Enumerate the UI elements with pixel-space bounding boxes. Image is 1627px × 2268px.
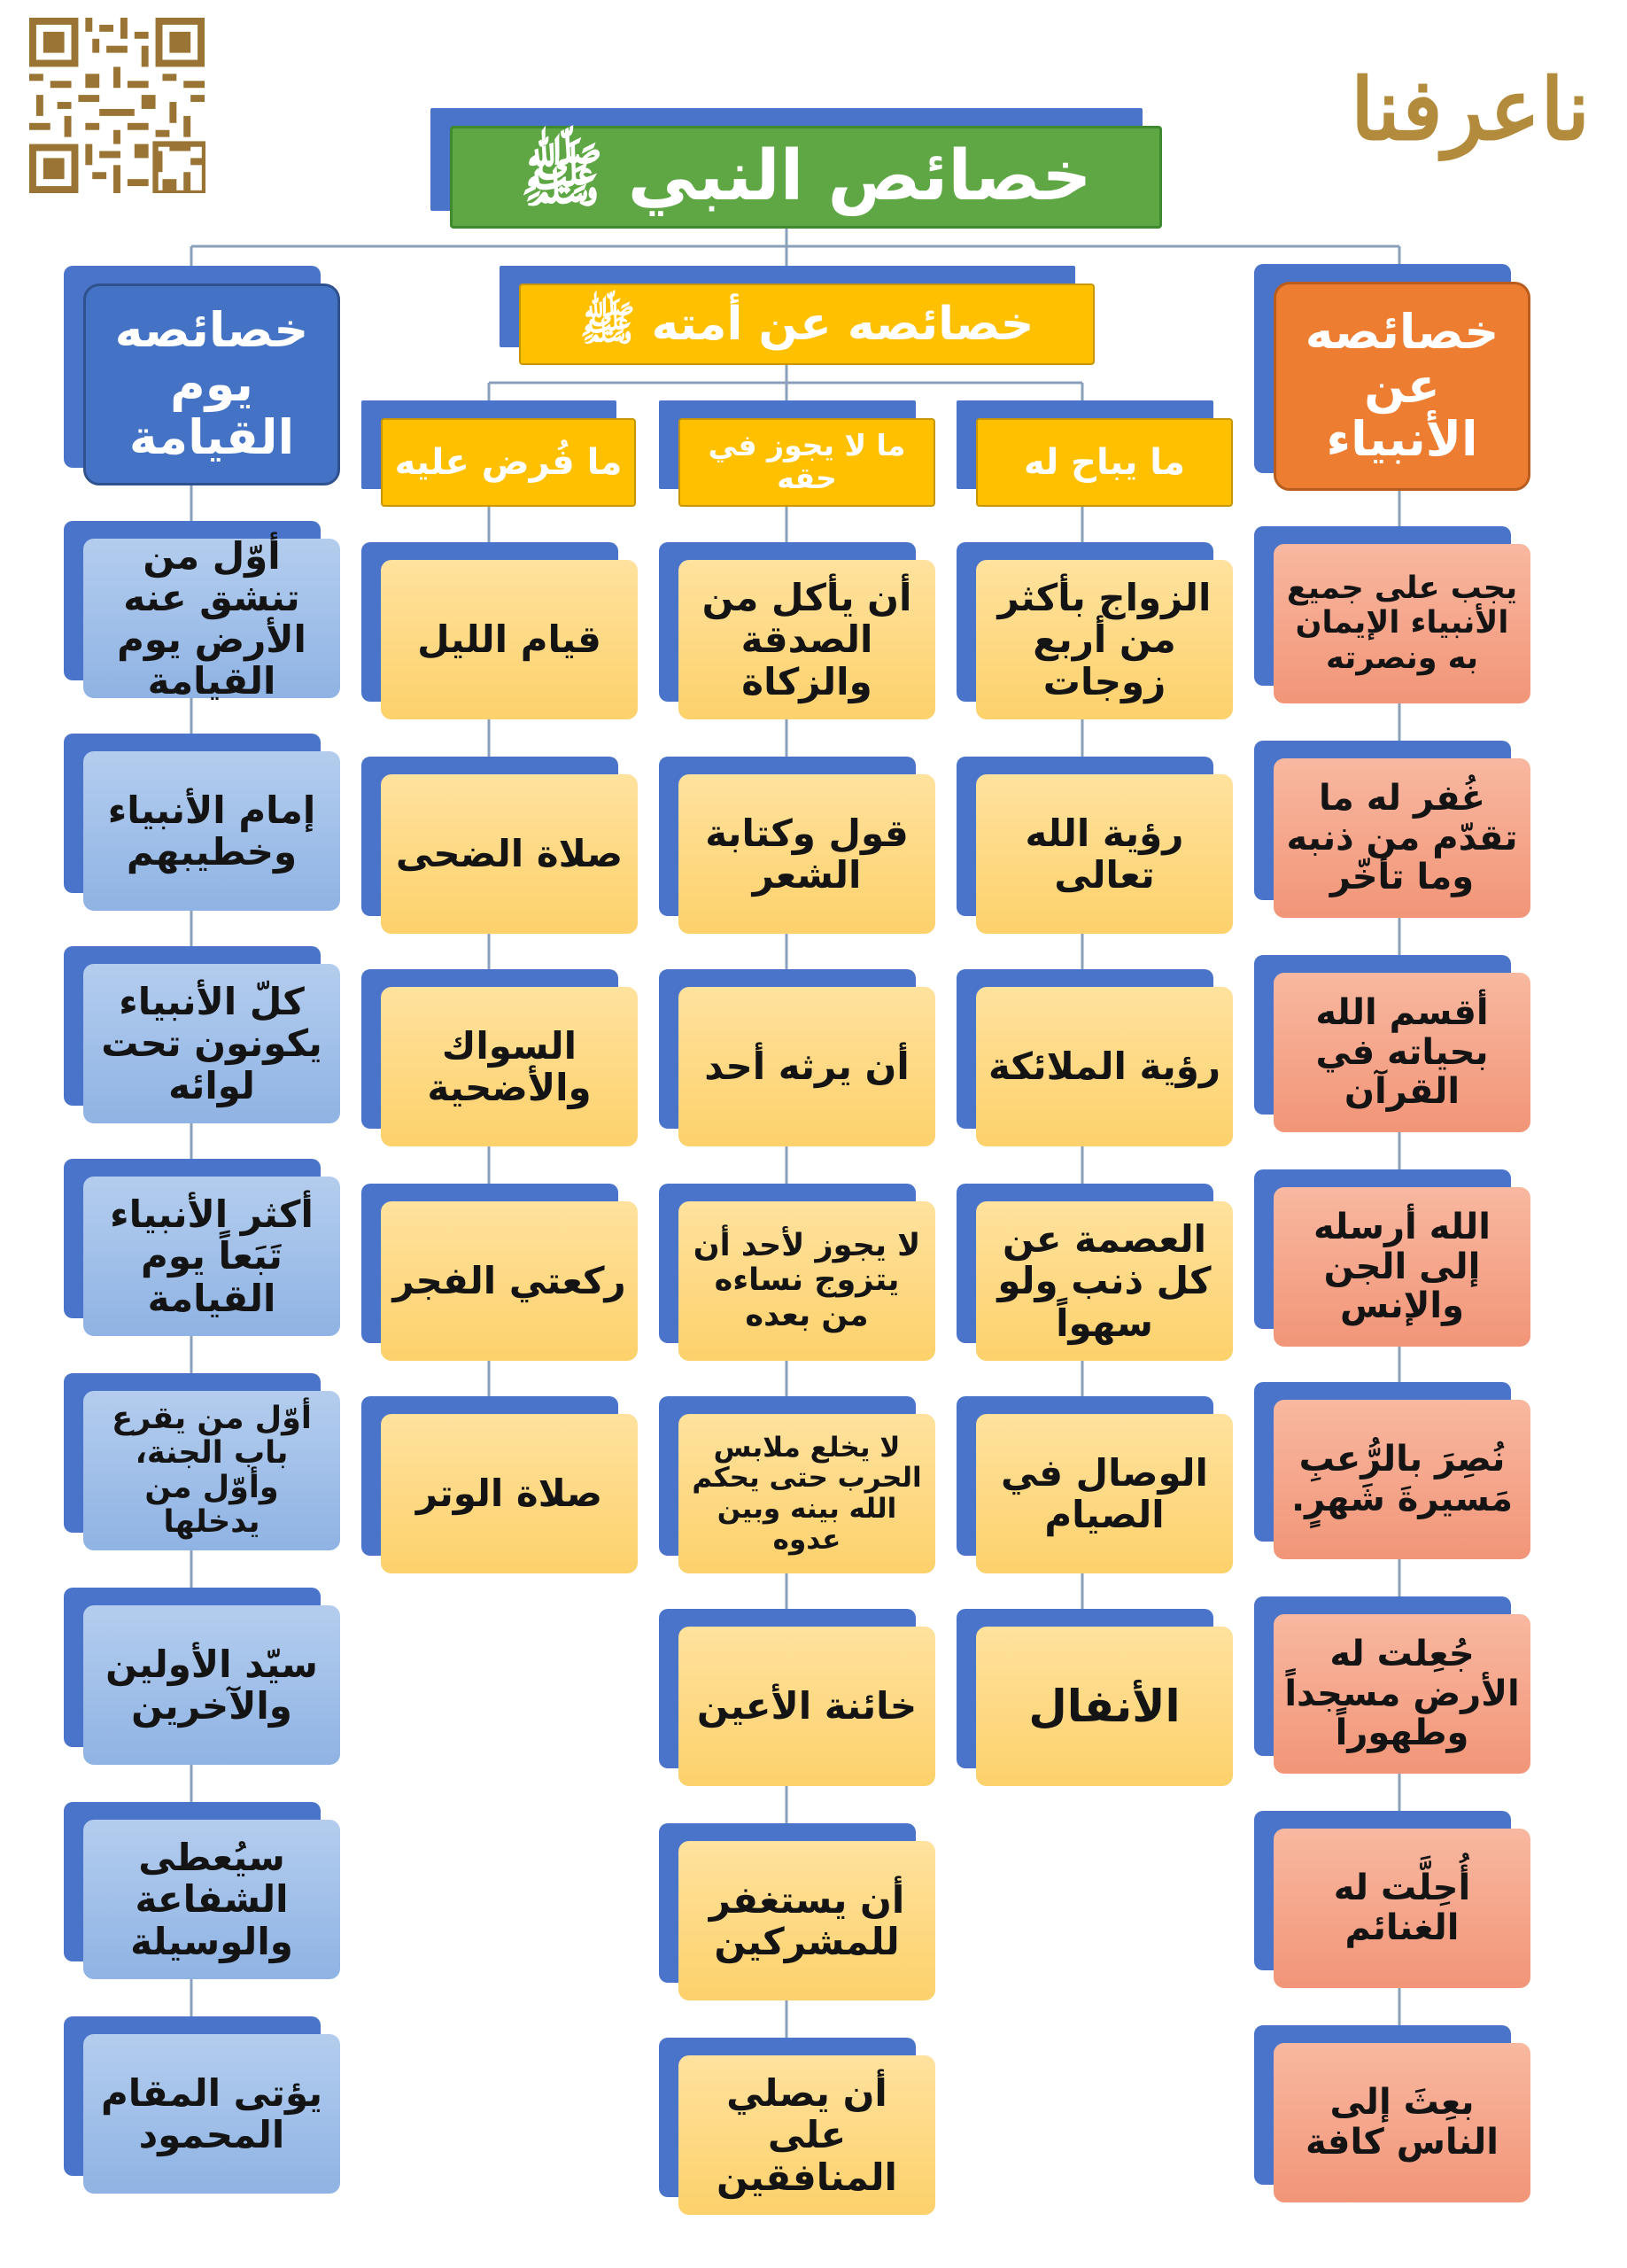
forbidden-item-text: خائنة الأعين xyxy=(678,1627,935,1786)
permitted-item-text: الأنفال xyxy=(976,1627,1233,1786)
obligated-item xyxy=(381,560,638,719)
forbidden-item-text: لا يخلع ملابس الحرب حتى يحكم الله بينه وبين عدوه xyxy=(678,1414,935,1573)
column-header-forbidden xyxy=(678,418,935,507)
permitted-item-text: الوصال في الصيام xyxy=(976,1414,1233,1573)
prophets-item-text: أُحِلَّت له الغنائم xyxy=(1274,1829,1530,1988)
forbidden-item xyxy=(678,2055,935,2215)
obligated-item xyxy=(381,1414,638,1573)
forbidden-item xyxy=(678,1627,935,1786)
resurrection-item-text: سيُعطى الشفاعة والوسيلة xyxy=(83,1820,340,1979)
permitted-item-text: العصمة عن كل ذنب ولو سهواً xyxy=(976,1201,1233,1361)
resurrection-item xyxy=(83,1605,340,1765)
column-header-obligated-text: ما فُرض عليه xyxy=(381,418,636,507)
page-title xyxy=(450,126,1162,229)
prophets-item-text: جُعِلت له الأرض مسجداً وطهوراً xyxy=(1274,1614,1530,1774)
prophets-item xyxy=(1274,1614,1530,1774)
prophets-item xyxy=(1274,1829,1530,1988)
permitted-item xyxy=(976,1627,1233,1786)
qr-code xyxy=(28,18,205,193)
brand-logo: ناعرفنا xyxy=(1350,58,1591,159)
prophets-item xyxy=(1274,2043,1530,2202)
resurrection-item xyxy=(83,751,340,911)
community-header-text: خصائصه عن أمته ﷺ xyxy=(519,284,1095,365)
column-header-forbidden-text: ما لا يجوز في حقه xyxy=(678,418,935,507)
prophets-item-text: يجب على جميع الأنبياء الإيمان به ونصرته xyxy=(1274,544,1530,703)
permitted-item-text: رؤية الملائكة xyxy=(976,987,1233,1146)
resurrection-item-text: إمام الأنبياء وخطيبهم xyxy=(83,751,340,911)
prophets-item-text: غُفر له ما تقدّم من ذنبه وما تأخّر xyxy=(1274,758,1530,918)
forbidden-item xyxy=(678,1201,935,1361)
permitted-item xyxy=(976,774,1233,934)
column-header-obligated xyxy=(381,418,636,507)
permitted-item xyxy=(976,1414,1233,1573)
obligated-item xyxy=(381,1201,638,1361)
qr-code-icon xyxy=(28,18,205,193)
resurrection-item xyxy=(83,533,340,703)
permitted-item-text: رؤية الله تعالى xyxy=(976,774,1233,934)
column-header-permitted-text: ما يباح له xyxy=(976,418,1233,507)
community-header xyxy=(519,284,1095,365)
forbidden-item-text: لا يجوز لأحد أن يتزوج نساءه من بعده xyxy=(678,1201,935,1361)
obligated-item-text: السواك والأضحية xyxy=(381,987,638,1146)
forbidden-item-text: أن يرثه أحد xyxy=(678,987,935,1146)
obligated-item xyxy=(381,774,638,934)
prophets-item xyxy=(1274,544,1530,703)
resurrection-item-text: أوّل من يقرع باب الجنة، وأوّل من يدخلها xyxy=(83,1391,340,1550)
prophets-item xyxy=(1274,1187,1530,1347)
prophets-item xyxy=(1274,973,1530,1132)
prophets-item-text: نُصِرَ بالرُّعبِ مَسيرةَ شَهرٍ. xyxy=(1274,1400,1530,1559)
resurrection-item-text: يؤتى المقام المحمود xyxy=(83,2034,340,2194)
resurrection-header xyxy=(83,284,340,485)
obligated-item xyxy=(381,987,638,1146)
resurrection-item xyxy=(83,964,340,1123)
prophets-item xyxy=(1274,758,1530,918)
forbidden-item-text: أن يستغفر للمشركين xyxy=(678,1841,935,2000)
forbidden-item-text: أن يأكل من الصدقة والزكاة xyxy=(678,560,935,719)
forbidden-item xyxy=(678,1414,935,1573)
prophets-item-text: أقسم الله بحياته في القرآن xyxy=(1274,973,1530,1132)
page-title-text: خصائص النبي ﷺ xyxy=(450,126,1162,229)
obligated-item-text: قيام الليل xyxy=(381,560,638,719)
resurrection-header-text: خصائصه يوم القيامة xyxy=(83,284,340,485)
column-header-permitted xyxy=(976,418,1233,507)
prophets-item xyxy=(1274,1400,1530,1559)
forbidden-item xyxy=(678,987,935,1146)
prophets-item-text: بعِثَ إلى الناس كافة xyxy=(1274,2043,1530,2202)
obligated-item-text: صلاة الضحى xyxy=(381,774,638,934)
permitted-item xyxy=(976,987,1233,1146)
prophets-item-text: الله أرسله إلى الجن والإنس xyxy=(1274,1187,1530,1347)
prophets-header-text: خصائصه عن الأنبياء xyxy=(1274,282,1530,491)
permitted-item xyxy=(976,560,1233,719)
forbidden-item xyxy=(678,560,935,719)
forbidden-item xyxy=(678,774,935,934)
obligated-item-text: صلاة الوتر xyxy=(381,1414,638,1573)
forbidden-item-text: قول وكتابة الشعر xyxy=(678,774,935,934)
resurrection-item xyxy=(83,2034,340,2194)
resurrection-item xyxy=(83,1820,340,1979)
permitted-item-text: الزواج بأكثر من أربع زوجات xyxy=(976,560,1233,719)
resurrection-item-text: أوّل من تنشق عنه الأرض يوم القيامة xyxy=(83,539,340,698)
resurrection-item xyxy=(83,1391,340,1550)
forbidden-item-text: أن يصلي على المنافقين xyxy=(678,2055,935,2215)
prophets-header xyxy=(1274,282,1530,491)
forbidden-item xyxy=(678,1841,935,2000)
resurrection-item xyxy=(83,1177,340,1336)
resurrection-item-text: كلّ الأنبياء يكونون تحت لوائه xyxy=(83,964,340,1123)
obligated-item-text: ركعتي الفجر xyxy=(381,1201,638,1361)
resurrection-item-text: أكثر الأنبياء تَبَعاً يوم القيامة xyxy=(83,1177,340,1336)
permitted-item xyxy=(976,1201,1233,1361)
resurrection-item-text: سيّد الأولين والآخرين xyxy=(83,1605,340,1765)
